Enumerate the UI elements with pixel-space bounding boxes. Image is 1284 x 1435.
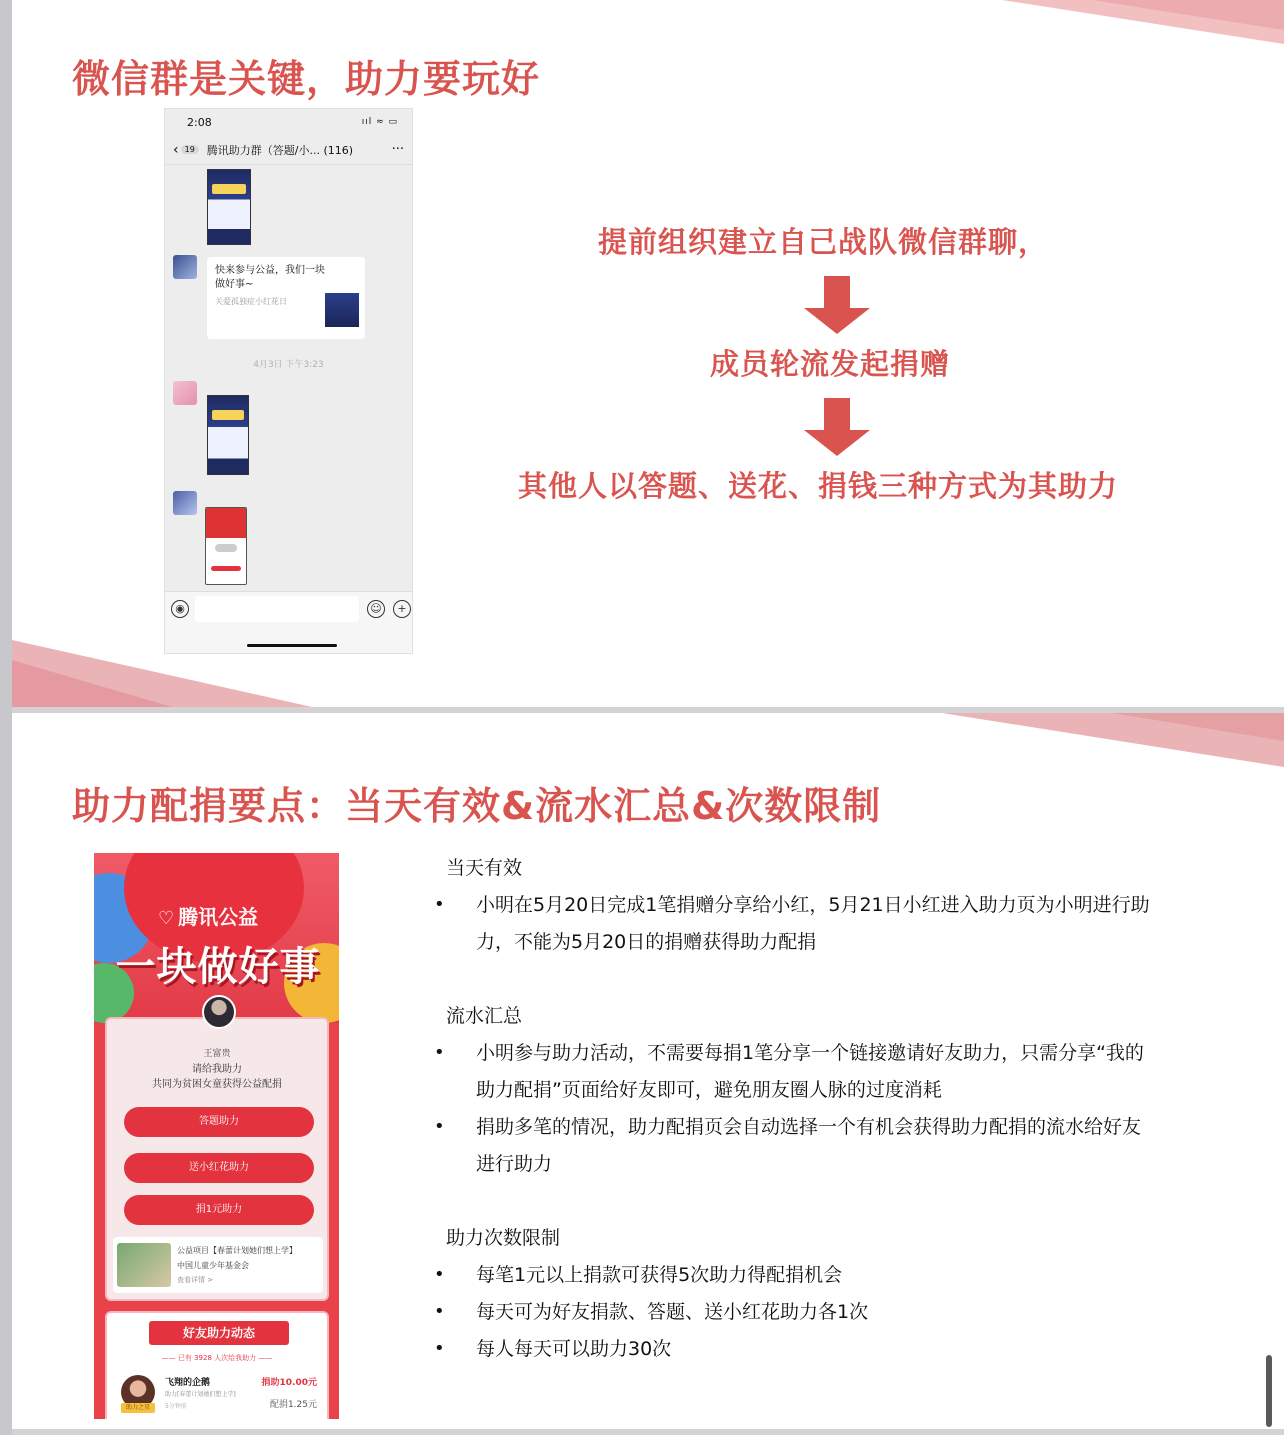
slide-1-title: 微信群是关键，助力要玩好: [72, 57, 541, 101]
bullet: •: [434, 1042, 445, 1063]
chat-timestamp: 4月3日 下午3:23: [253, 360, 324, 370]
user-name: 王富贵: [203, 1049, 231, 1059]
home-indicator: [247, 644, 337, 647]
poster-image[interactable]: [207, 169, 251, 245]
section-heading: 助力次数限制: [446, 1227, 561, 1249]
bullet: •: [434, 894, 445, 915]
avatar: [202, 995, 236, 1029]
send-flower-button[interactable]: 送小红花助力: [124, 1153, 314, 1183]
project-details-link[interactable]: 查看详情 >: [177, 1276, 214, 1284]
donor-project: 助力[春蕾计划她们想上学]: [165, 1391, 236, 1398]
donor-match: 配捐1.25元: [269, 1400, 317, 1410]
more-icon[interactable]: ···: [391, 142, 404, 157]
avatar[interactable]: [173, 255, 197, 279]
avatar[interactable]: [173, 491, 197, 515]
vertical-scrollbar[interactable]: [1266, 1355, 1272, 1427]
chat-input-bar: [165, 591, 412, 653]
slide-2-title: 助力配捐要点：当天有效&流水汇总&次数限制: [72, 784, 882, 828]
section-heading: 流水汇总: [446, 1005, 523, 1027]
card-title: 快来参与公益，我们一块做好事~: [215, 265, 325, 290]
down-arrow-icon: [804, 398, 870, 456]
bullet: •: [434, 1116, 445, 1137]
bullet: •: [434, 1338, 445, 1359]
chat-header: [165, 135, 412, 165]
help-request-card: [105, 1017, 329, 1301]
friend-help-feed: [105, 1311, 329, 1419]
bullet-text: 小明在5月20日完成1笔捐赠分享给小红，5月21日小红进入助力页为小明进行助力，不能为5月20日的捐赠获得助力配捐: [476, 894, 1150, 953]
unread-badge: 19: [181, 145, 199, 154]
status-time: 2:08: [187, 115, 212, 129]
bullet-text: 每天可为好友捐款、答题、送小红花助力各1次: [476, 1301, 869, 1323]
project-info: 公益项目【春蕾计划她们想上学】 中国儿童少年基金会 查看详情 >: [177, 1243, 297, 1288]
star-badge: 助力之星: [121, 1403, 155, 1413]
flow-step-2: 成员轮流发起捐赠: [710, 347, 951, 381]
bullet: •: [434, 1264, 445, 1285]
message-input[interactable]: [195, 596, 359, 622]
card-thumbnail: [325, 293, 359, 327]
donation-page-image[interactable]: [205, 507, 247, 585]
headline: 一块做好事: [115, 944, 321, 990]
bullet-text: 每人每天可以助力30次: [476, 1338, 672, 1360]
plus-icon[interactable]: +: [393, 600, 411, 618]
tencent-charity-logo: ♡ 腾讯公益: [158, 905, 259, 929]
donate-one-yuan-button[interactable]: 捐1元助力: [124, 1195, 314, 1225]
wechat-group-screenshot: [164, 108, 413, 654]
slide-2[interactable]: [12, 713, 1284, 1429]
poster-image[interactable]: [207, 395, 249, 475]
project-card[interactable]: [113, 1237, 323, 1293]
emoji-icon[interactable]: ☺: [367, 600, 385, 618]
flow-step-1: 提前组织建立自己战队微信群聊，: [598, 225, 1049, 259]
bullet-text: 每笔1元以上捐款可获得5次助力得配捐机会: [476, 1264, 843, 1286]
avatar[interactable]: [173, 381, 197, 405]
bullet: •: [434, 1301, 445, 1322]
donation-page-screenshot: [94, 853, 339, 1419]
chat-area: [165, 165, 412, 593]
donor-name: 飞翔的企鹅: [165, 1378, 211, 1388]
back-chevron-icon[interactable]: ‹: [173, 141, 179, 158]
slide-1[interactable]: [12, 0, 1284, 707]
bullet-text: 小明参与助力活动，不需要每捐1笔分享一个链接邀请好友助力，只需分享“我的助力配捐”页面给好友即可，避免朋友圈人脉的过度消耗: [476, 1042, 1144, 1101]
quiz-help-button[interactable]: 答题助力: [124, 1107, 314, 1137]
card-subtitle: 关爱孤独症小红花日: [215, 297, 287, 306]
flow-step-3: 其他人以答题、送花、捐钱三种方式为其助力: [518, 469, 1119, 503]
donor-time: 5分钟前: [165, 1403, 187, 1410]
voice-icon[interactable]: ◉: [171, 600, 189, 618]
feed-count: —— 已有 3928 人次给我助力 ——: [161, 1354, 273, 1362]
chat-name: 腾讯助力群（答题/小... (116): [206, 143, 354, 157]
shared-link-card[interactable]: [207, 257, 365, 339]
status-bar: [165, 109, 412, 135]
bullet-text: 捐助多笔的情况，助力配捐页会自动选择一个有机会获得助力配捐的流水给好友进行助力: [476, 1116, 1142, 1175]
heart-icon: ♡: [158, 908, 175, 929]
section-heading: 当天有效: [446, 857, 523, 879]
feed-title: 好友助力动态: [149, 1321, 289, 1345]
donor-amount: 捐助10.00元: [261, 1378, 317, 1388]
signal-icon: ııl ≈ ▭: [361, 117, 398, 127]
left-gutter: [0, 0, 12, 1435]
down-arrow-icon: [804, 276, 870, 334]
help-request-text: 请给我助力 共同为贫困女童获得公益配捐: [152, 1064, 282, 1090]
project-image: [117, 1243, 171, 1287]
